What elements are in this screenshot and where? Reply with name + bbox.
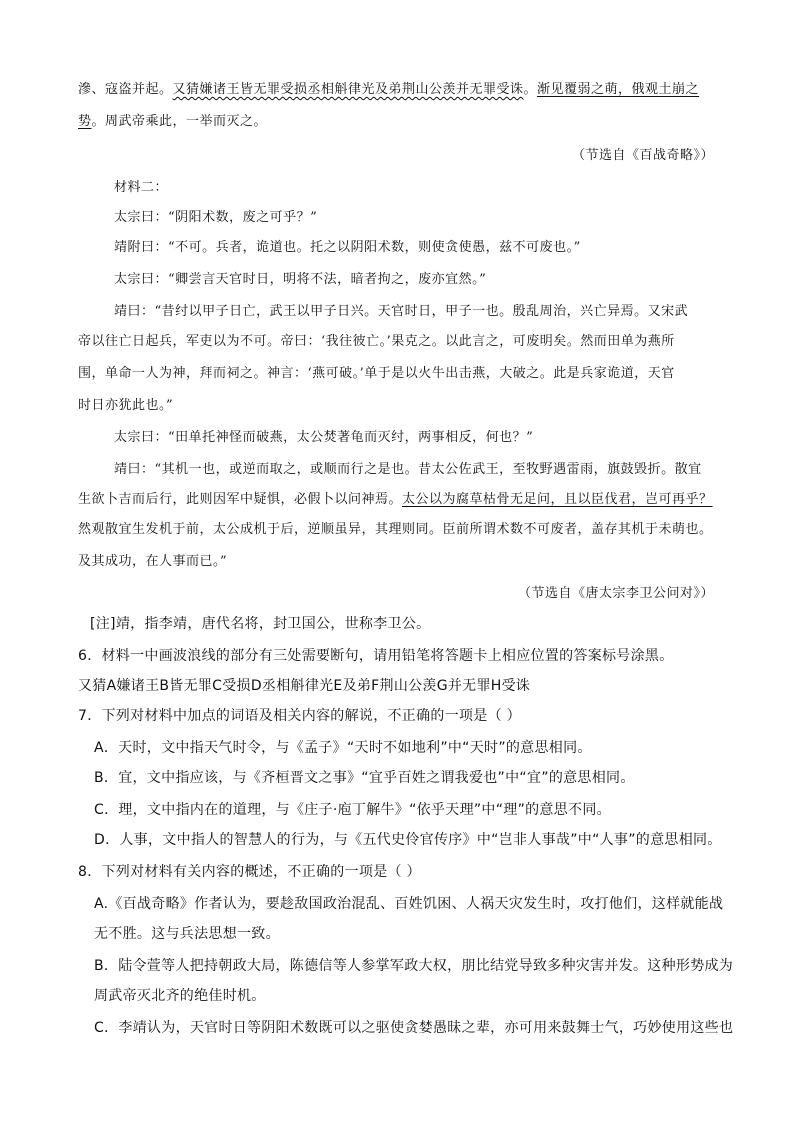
dialogue-line: 时日亦犹此也。” bbox=[78, 398, 174, 413]
question-8-option-a: A.《百战奇略》作者认为，要趁敌国政治混乱、百姓饥困、人祸天灾发生时，攻打他们，这样就能战 bbox=[94, 896, 724, 912]
dialogue-line: 靖曰：“其机一也，或逆而取之，或顺而行之是也。昔太公佐武王，至牧野遇雷雨，旗鼓毁折。散宜 bbox=[114, 462, 702, 477]
passage-text: 滲、寇盗并起。 bbox=[78, 82, 173, 97]
dialogue-line: 及其成功，在人事而已。” bbox=[78, 554, 228, 569]
passage-text: 。 bbox=[523, 82, 538, 97]
question-8-option-b-cont: 周武帝灭北齐的绝佳时机。 bbox=[94, 988, 266, 1004]
dialogue-line: 围，单命一人为神，拜而祠之。神言：‘燕可破。’单于是以火牛出击燕，大破之。此是兵家诡道，天官 bbox=[78, 366, 675, 381]
question-8: 8．下列对材料有关内容的概述，不正确的一项是（ ） bbox=[78, 864, 421, 880]
question-8-option-a-cont: 无不胜。这与兵法思想一致。 bbox=[94, 926, 280, 942]
source-citation-1: （节选自《百战奇略》） bbox=[571, 148, 714, 163]
annotation-note: [注]靖，指李靖，唐代名将，封卫国公，世称李卫公。 bbox=[90, 616, 431, 632]
dialogue-line: 靖附曰：“不可。兵者，诡道也。托之以阴阳术数，则使贪使愚，兹不可废也。” bbox=[114, 240, 581, 255]
dialogue-line bbox=[78, 490, 713, 510]
question-7-option-d: D．人事，文中指人的智慧人的行为，与《五代史伶官传序》中“岂非人事哉”中“人事”的意思相同。 bbox=[94, 832, 722, 848]
passage-line-1 bbox=[78, 80, 699, 100]
dialogue-line: 太宗曰：“阴阳术数，废之可乎？” bbox=[114, 210, 318, 225]
question-7-option-b: B．宜，文中指应该，与《齐桓晋文之事》“宜乎百姓之谓我爱也”中“宜”的意思相同。 bbox=[94, 770, 635, 786]
question-7-option-c: C．理，文中指内在的道理，与《庄子·庖丁解牛》“依乎天理”中“理”的意思不同。 bbox=[94, 802, 611, 818]
question-6: 6．材料一中画波浪线的部分有三处需要断句，请用铅笔将答题卡上相应位置的答案标号涂黑。 bbox=[78, 648, 674, 664]
question-7: 7．下列对材料中加点的词语及相关内容的解说，不正确的一项是（ ） bbox=[78, 708, 521, 724]
underlined-text: 太公以为腐草枯骨无足问，且以臣伐君，岂可再乎？ bbox=[402, 492, 713, 507]
dialogue-line: 靖曰：“昔纣以甲子日亡，武王以甲子日兴。天官时日，甲子一也。殷乱周治，兴亡异焉。又宋武 bbox=[114, 304, 689, 319]
dialogue-line: 然观散宜生发机于前，太公成机于后，逆顺虽异，其理则同。臣前所谓术数不可废者，盖存其机于未萌也。 bbox=[78, 522, 713, 537]
dialogue-line: 太宗曰：“卿尝言天官时日，明将不法，暗者拘之，废亦宜然。” bbox=[114, 272, 487, 287]
underlined-text: 渐见覆弱之萌，俄观土崩之 bbox=[537, 82, 700, 97]
passage-text: 。周武帝乘此，一举而灭之。 bbox=[91, 114, 268, 129]
wavy-underlined-text: 又猜嫌诸王皆无罪受损丞相斛律光及弟荆山公羡并无罪受诛 bbox=[172, 82, 524, 97]
question-7-option-a: A．天时，文中指天气时令，与《孟子》“天时不如地利”中“天时”的意思相同。 bbox=[94, 740, 592, 756]
source-citation-2: （节选自《唐太宗李卫公问对》） bbox=[517, 586, 714, 601]
material-2-title: 材料二： bbox=[114, 180, 169, 195]
underlined-text: 势 bbox=[78, 114, 92, 129]
passage-text: 生欲卜吉而后行，此则因军中疑惧，必假卜以问神焉。 bbox=[78, 492, 403, 507]
dialogue-line: 帝以往亡日起兵，军吏以为不可。帝曰：‘我往彼亡。’果克之。以此言之，可废明矣。然而田单为燕所 bbox=[78, 334, 675, 349]
dialogue-line: 太宗曰：“田单托神怪而破燕，太公焚著龟而灭纣，两事相反，何也？” bbox=[114, 430, 534, 445]
question-6-options: 又猜A嫌诸王B皆无罪C受损D丞相斛律光E及弟F荆山公羡G并无罪H受诛 bbox=[78, 678, 531, 694]
passage-line-2 bbox=[78, 112, 267, 132]
question-8-option-b: B．陆令萱等人把持朝政大局，陈德信等人参掌军政大权，朋比结党导致多种灾害并发。这种形势成为 bbox=[94, 958, 734, 974]
question-8-option-c: C．李靖认为，天官时日等阴阳术数既可以之驱使贪婪愚昧之辈，亦可用来鼓舞士气，巧妙使用这些也 bbox=[94, 1020, 734, 1036]
